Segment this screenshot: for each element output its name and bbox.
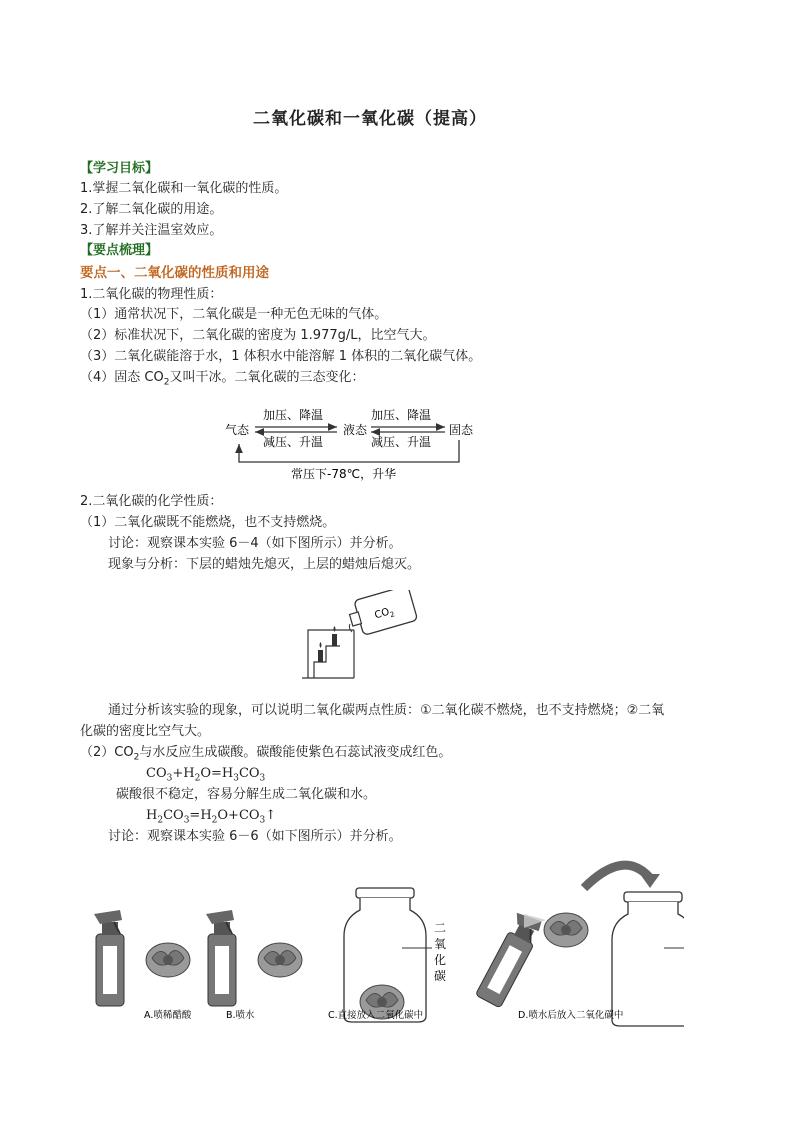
phenomenon: 现象与分析：下层的蜡烛先熄灭，上层的蜡烛后熄灭。: [108, 557, 421, 572]
equation-1-text: $CO_3+H_2O=H_3CO_3$: [146, 766, 266, 784]
label-sublimation: 常压下-78℃，升华: [291, 467, 397, 481]
physical-item-4: （4）固态 $CO_2$又叫干冰。二氧化碳的三态变化：: [80, 370, 365, 388]
flower-icon: [544, 913, 588, 947]
flower-icon: [258, 943, 302, 977]
chemical-heading: 2.二氧化碳的化学性质：: [80, 494, 223, 509]
points-tag: 【要点梳理】: [80, 243, 159, 258]
conclusion-line-1: 通过分析该实验的现象，可以说明二氧化碳两点性质：①二氧化碳不燃烧，也不支持燃烧；②二氧: [108, 703, 665, 718]
label-compress-cool-1: 加压、降温: [263, 408, 324, 422]
spray-bottle-icon: [206, 910, 236, 1006]
label-compress-cool-2: 加压、降温: [371, 408, 432, 422]
discussion-1: 讨论：观察课本实验 6－4（如下图所示）并分析。: [108, 536, 402, 551]
jar-icon: [612, 892, 684, 1026]
co2-bottle-label: $CO_2$: [373, 606, 396, 622]
staircase: [314, 646, 340, 678]
goal-item: 2.了解二氧化碳的用途。: [80, 202, 223, 217]
carbonic-acid-experiment-figure: [84, 848, 684, 1028]
jar-label-c: 二 氧 化 碳: [434, 921, 447, 983]
label-decompress-heat-2: 减压、升温: [371, 435, 432, 449]
candle-experiment-figure: [300, 590, 420, 682]
phase-change-diagram: [215, 400, 485, 488]
discussion-2: 讨论：观察课本实验 6－6（如下图所示）并分析。: [108, 829, 402, 844]
point1-heading: 要点一、二氧化碳的性质和用途: [80, 265, 269, 281]
caption-a: A.喷稀醋酸: [144, 1010, 192, 1021]
physical-item: （3）二氧化碳能溶于水，1 体积水中能溶解 1 体积的二氧化碳气体。: [80, 349, 482, 364]
caption-d: D.喷水后放入二氧化碳中: [518, 1010, 624, 1021]
goal-item: 1.掌握二氧化碳和一氧化碳的性质。: [80, 181, 288, 196]
chemical-item-1: （1）二氧化碳既不能燃烧，也不支持燃烧。: [80, 515, 336, 530]
chemical-item-2: $(2)CO_2$与水反应生成碳酸。碳酸能使紫色石蕊试液变成红色。: [80, 745, 452, 763]
carbonic-acid-unstable: 碳酸很不稳定，容易分解生成二氧化碳和水。: [116, 787, 377, 802]
co2-bottle-icon: [346, 590, 417, 638]
arrow-icon: [584, 865, 650, 888]
phase-liquid: 液态: [343, 423, 368, 437]
conclusion-line-2: 化碳的密度比空气大。: [80, 724, 211, 739]
physical-heading: 1.二氧化碳的物理性质：: [80, 287, 223, 302]
goal-item: 3.了解并关注温室效应。: [80, 223, 223, 238]
caption-c: C.直接放入二氧化碳中: [328, 1010, 424, 1021]
goals-tag: 【学习目标】: [80, 161, 159, 176]
page-title: 二氧化碳和一氧化碳（提高）: [253, 109, 487, 129]
equation-2-text: $H_2CO_3=H_2O+CO_3↑$: [146, 808, 277, 826]
spray-bottle-icon: [94, 910, 124, 1006]
candle-lower-icon: [318, 650, 323, 662]
label-decompress-heat-1: 减压、升温: [263, 435, 324, 449]
candle-upper-icon: [332, 634, 337, 646]
flower-icon: [146, 943, 190, 977]
phase-solid: 固态: [449, 423, 474, 437]
phase-gas: 气态: [225, 423, 250, 437]
physical-item: （1）通常状况下，二氧化碳是一种无色无味的气体。: [80, 307, 388, 322]
physical-item: （2）标准状况下，二氧化碳的密度为 1.977g/L，比空气大。: [80, 328, 436, 343]
caption-b: B.喷水: [226, 1010, 255, 1021]
